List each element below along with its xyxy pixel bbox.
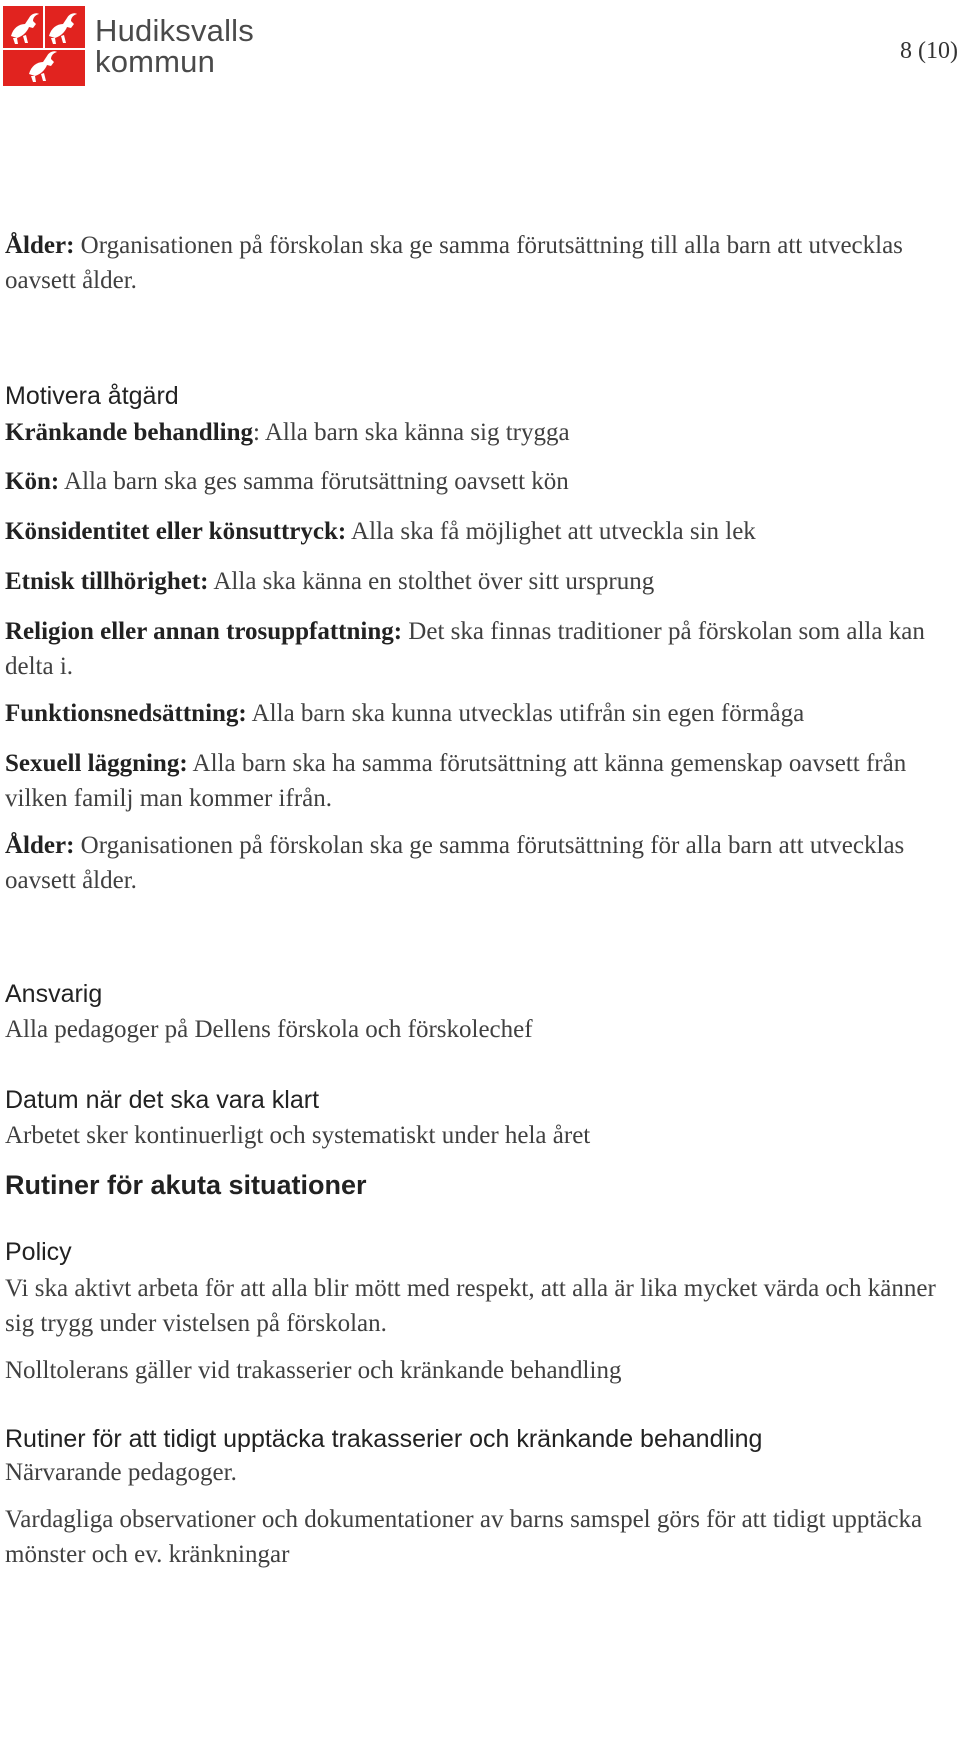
item-text: Alla barn ska ha samma förutsättning att känna gemenskap oavsett från vilken familj man kommer ifrån. [5, 750, 907, 812]
rutiner-heading: Rutiner för akuta situationer [5, 1170, 367, 1200]
item-label: Ålder: [5, 832, 75, 859]
logo-line-1: Hudiksvalls [95, 13, 254, 48]
logo-line-2: kommun [95, 44, 216, 79]
policy-heading: Policy [5, 1238, 72, 1266]
goat-emblem-icon [3, 6, 85, 86]
item-text: Organisationen på förskolan ska ge samma förutsättning för alla barn att utvecklas oavsett ålder. [5, 832, 905, 894]
ansvarig-text: Alla pedagoger på Dellens förskola och förskolechef [5, 1016, 533, 1043]
datum-text: Arbetet sker kontinuerligt och systematiskt under hela året [5, 1122, 591, 1149]
item-religion [5, 614, 960, 684]
item-label: Kön: [5, 468, 60, 495]
item-funktionsnedsattning [5, 696, 960, 731]
item-label: Sexuell läggning: [5, 750, 188, 777]
item-konsidentitet [5, 514, 960, 549]
policy-text-2: Nolltolerans gäller vid trakasserier och kränkande behandling [5, 1357, 622, 1384]
intro-label: Ålder: [5, 232, 75, 259]
intro-text: Organisationen på förskolan ska ge samma förutsättning till alla barn att utvecklas oavsett ålder. [5, 232, 903, 294]
policy-text-1: Vi ska aktivt arbeta för att alla blir mött med respekt, att alla är lika mycket värda och känner sig trygg under vistelsen på förskolan. [5, 1275, 936, 1337]
upptacka-text-2: Vardagliga observationer och dokumentationer av barns samspel görs för att tidigt upptäcka mönster och ev. kränkningar [5, 1506, 923, 1568]
item-etnisk [5, 564, 960, 599]
municipality-logo [3, 5, 254, 87]
datum-heading: Datum när det ska vara klart [5, 1086, 320, 1114]
item-sexuell [5, 746, 960, 816]
page-number: 8 (10) [900, 38, 958, 64]
item-text: Alla ska känna en stolthet över sitt ursprung [208, 568, 655, 595]
item-text: Alla barn ska kunna utvecklas utifrån sin egen förmåga [246, 700, 805, 727]
item-label: Könsidentitet eller könsuttryck: [5, 518, 347, 545]
item-alder [5, 828, 960, 898]
item-text: Det ska finnas traditioner på förskolan som alla kan delta i. [5, 618, 925, 680]
item-text: Alla barn ska ges samma förutsättning oavsett kön [59, 468, 569, 495]
item-label: Etnisk tillhörighet: [5, 568, 209, 595]
upptacka-text-1: Närvarande pedagoger. [5, 1459, 237, 1486]
motivera-heading: Motivera åtgärd [5, 382, 179, 410]
item-text: Alla ska få möjlighet att utveckla sin lek [346, 518, 756, 545]
intro-paragraph [5, 228, 960, 298]
ansvarig-heading: Ansvarig [5, 980, 103, 1008]
logo-wordmark [95, 15, 254, 77]
item-label: Funktionsnedsättning: [5, 700, 247, 727]
item-label: Religion eller annan trosuppfattning: [5, 618, 403, 645]
item-krankande [5, 415, 960, 450]
item-kon [5, 464, 960, 499]
item-text: : Alla barn ska känna sig trygga [253, 419, 570, 446]
upptacka-heading: Rutiner för att tidigt upptäcka trakasserier och kränkande behandling [5, 1425, 763, 1453]
item-label: Kränkande behandling [5, 419, 254, 446]
